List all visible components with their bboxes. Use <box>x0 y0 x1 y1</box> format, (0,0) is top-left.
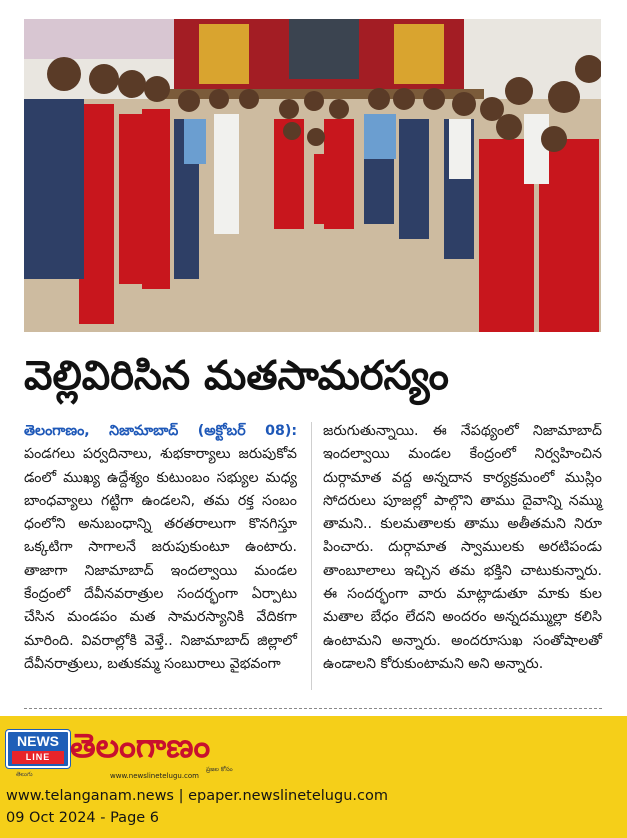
logo-tagline: తెలుగు <box>16 771 33 778</box>
news-photo <box>24 19 601 332</box>
newsline-logo <box>6 730 70 768</box>
telanganam-brand-logo: తెలంగాణం <box>70 726 211 765</box>
logo-news-text: NEWS <box>17 733 59 749</box>
left-column-text: పండగలు పర్వదినాలు, శుభకార్యాలు జరుపుకోవ డంలో ముఖ్య ఉద్దేశ్యం కుటుంబం సభ్యుల మధ్య బాంధవ్యాలు గట్టిగా ఉండలని, తమ రక్త సంబం ధంలోని అనుబంధాన్ని తరతరాలుగా కొనగిస్తూ ఒక్కటిగా సాగాలనే జరుపుకుంటూ ఉంటారు. తాజాగా నిజామాబాద్ ఇందల్వాయి మండల కేంద్రంలో దేవీనవరాత్రుల సందర్భంగా ఏర్పాటు చేసిన మండపం మత సామరస్యానికి వేదికగా మారింది. వివరాల్లోకి వెళ్తే.. నిజామాబాద్ జిల్లాలో దేవీనరాత్రులు, బతుకమ్మ సంబురాలు వైభవంగా <box>24 446 297 672</box>
article-column-right <box>323 420 602 676</box>
footer-page-info: 09 Oct 2024 - Page 6 <box>6 810 160 826</box>
logo-sub-text: ప్రజల కోసం <box>206 766 233 773</box>
footer-website-links[interactable]: www.telanganam.news | epaper.newslinetelugu.com <box>6 788 388 804</box>
page-footer <box>0 716 627 838</box>
logo-line-text: LINE <box>12 751 64 764</box>
article-headline: వెల్లివిరిసిన మతసామరస్యం <box>24 353 449 399</box>
article-body-right: జరుగుతున్నాయి. ఈ నేపథ్యంలో నిజామాబాద్ ఇందల్వాయి మండల కేంద్రంలో నిర్వహించిన దుర్గామాత వద్ద అన్నదాన కార్యక్రమంలో ముస్లిం సోదరులు పూజల్లో పాల్గొని తాము దైవాన్ని నమ్ము తామని.. కులమతాలకు తాము అతీతమని నిరూ పించారు. దుర్గామాత స్వాములకు అరటిపండు తాంబూలాలు ఇచ్చిన తమ భక్తిని చాటుకున్నారు. ఈ సందర్భంగా వారు మాట్లాడుతూ మాకు కుల మతాల బేధం లేదని అందరం అన్నదమ్ముల్లా కలిసి ఉంటామని అన్నారు. అందరూసుఖ సంతోషాలతో ఉండాలని కోరుకుంటామని అని అన్నారు. <box>323 423 602 672</box>
article-dateline: తెలంగాణం, నిజామాబాద్ (అక్టోబర్ 08): <box>24 423 297 439</box>
article-body-left <box>24 420 297 676</box>
article-column-left <box>24 420 297 676</box>
logo-url-text: www.newslinetelugu.com <box>110 772 199 780</box>
column-divider <box>311 422 312 690</box>
section-divider <box>24 708 602 709</box>
group-photo-illustration <box>24 19 601 332</box>
